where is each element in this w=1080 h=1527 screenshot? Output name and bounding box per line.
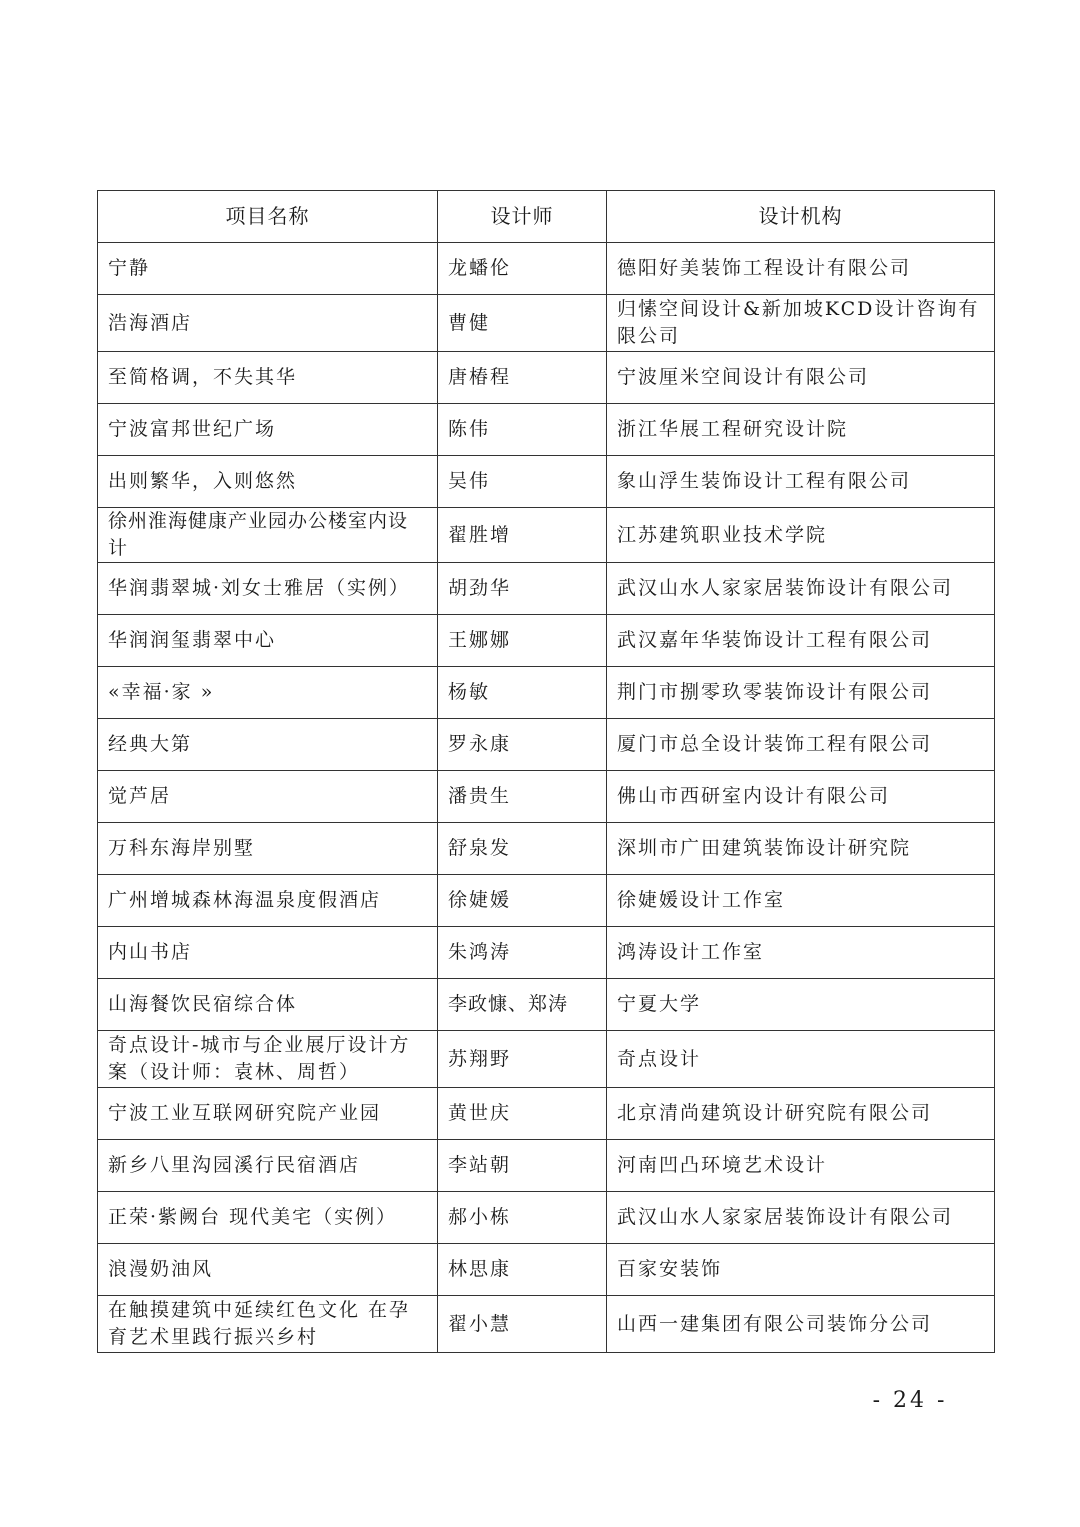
organization-cell: 象山浮生装饰设计工程有限公司 — [607, 456, 995, 508]
header-designer: 设计师 — [438, 191, 607, 243]
project-name-cell: 华润翡翠城·刘女士雅居（实例） — [98, 563, 438, 615]
table-row — [98, 615, 995, 667]
organization-cell: 山西一建集团有限公司装饰分公司 — [607, 1296, 995, 1353]
awards-table — [97, 190, 995, 1353]
project-name-cell: 浪漫奶油风 — [98, 1244, 438, 1296]
table-row — [98, 1140, 995, 1192]
organization-cell: 宁夏大学 — [607, 979, 995, 1031]
table-row — [98, 508, 995, 563]
organization-cell: 武汉嘉年华装饰设计工程有限公司 — [607, 615, 995, 667]
designer-cell: 朱鸿涛 — [438, 927, 607, 979]
project-name-cell: 宁静 — [98, 243, 438, 295]
table-row — [98, 295, 995, 352]
designer-cell: 胡劲华 — [438, 563, 607, 615]
page-number: - 24 - — [872, 1388, 948, 1413]
designer-cell: 潘贵生 — [438, 771, 607, 823]
project-name-cell: 觉芦居 — [98, 771, 438, 823]
table-row — [98, 243, 995, 295]
project-name-cell: 新乡八里沟园溪行民宿酒店 — [98, 1140, 438, 1192]
project-name-cell: 浩海酒店 — [98, 295, 438, 352]
table-row — [98, 979, 995, 1031]
organization-cell: 江苏建筑职业技术学院 — [607, 508, 995, 563]
project-name-cell: 奇点设计-城市与企业展厅设计方案（设计师：袁林、周哲） — [98, 1031, 438, 1088]
table-row — [98, 456, 995, 508]
designer-cell: 翟小慧 — [438, 1296, 607, 1353]
organization-cell: 武汉山水人家家居装饰设计有限公司 — [607, 563, 995, 615]
organization-cell: 德阳好美装饰工程设计有限公司 — [607, 243, 995, 295]
project-name-cell: 出则繁华，入则悠然 — [98, 456, 438, 508]
organization-cell: 徐婕媛设计工作室 — [607, 875, 995, 927]
table-row — [98, 1244, 995, 1296]
organization-cell: 浙江华展工程研究设计院 — [607, 404, 995, 456]
organization-cell: 河南凹凸环境艺术设计 — [607, 1140, 995, 1192]
designer-cell: 罗永康 — [438, 719, 607, 771]
project-name-cell: 徐州淮海健康产业园办公楼室内设计 — [98, 508, 438, 563]
table-row — [98, 1088, 995, 1140]
designer-cell: 苏翔野 — [438, 1031, 607, 1088]
table-row — [98, 1031, 995, 1088]
designer-cell: 龙蟠伦 — [438, 243, 607, 295]
organization-cell: 归愫空间设计&新加坡KCD设计咨询有限公司 — [607, 295, 995, 352]
designer-cell: 徐婕媛 — [438, 875, 607, 927]
project-name-cell: 广州增城森林海温泉度假酒店 — [98, 875, 438, 927]
project-name-cell: 华润润玺翡翠中心 — [98, 615, 438, 667]
project-name-cell: 在触摸建筑中延续红色文化 在孕育艺术里践行振兴乡村 — [98, 1296, 438, 1353]
organization-cell: 宁波厘米空间设计有限公司 — [607, 352, 995, 404]
designer-cell: 郝小栋 — [438, 1192, 607, 1244]
table-row — [98, 875, 995, 927]
table-row — [98, 771, 995, 823]
header-organization: 设计机构 — [607, 191, 995, 243]
project-name-cell: 万科东海岸别墅 — [98, 823, 438, 875]
designer-cell: 李站朝 — [438, 1140, 607, 1192]
project-name-cell: 至简格调，不失其华 — [98, 352, 438, 404]
designer-cell: 吴伟 — [438, 456, 607, 508]
table-row — [98, 1192, 995, 1244]
designer-cell: 唐椿程 — [438, 352, 607, 404]
table-row — [98, 667, 995, 719]
header-project-name: 项目名称 — [98, 191, 438, 243]
designer-cell: 王娜娜 — [438, 615, 607, 667]
organization-cell: 百家安装饰 — [607, 1244, 995, 1296]
organization-cell: 奇点设计 — [607, 1031, 995, 1088]
organization-cell: 佛山市西研室内设计有限公司 — [607, 771, 995, 823]
project-name-cell: «幸福·家 » — [98, 667, 438, 719]
project-name-cell: 宁波富邦世纪广场 — [98, 404, 438, 456]
organization-cell: 深圳市广田建筑装饰设计研究院 — [607, 823, 995, 875]
designer-cell: 舒泉发 — [438, 823, 607, 875]
designer-cell: 林思康 — [438, 1244, 607, 1296]
project-name-cell: 内山书店 — [98, 927, 438, 979]
table-row — [98, 563, 995, 615]
designer-cell: 翟胜增 — [438, 508, 607, 563]
designer-cell: 曹健 — [438, 295, 607, 352]
table-row — [98, 927, 995, 979]
organization-cell: 北京清尚建筑设计研究院有限公司 — [607, 1088, 995, 1140]
organization-cell: 鸿涛设计工作室 — [607, 927, 995, 979]
table-row — [98, 823, 995, 875]
project-name-cell: 宁波工业互联网研究院产业园 — [98, 1088, 438, 1140]
organization-cell: 武汉山水人家家居装饰设计有限公司 — [607, 1192, 995, 1244]
table-row — [98, 1296, 995, 1353]
table-header-row — [98, 191, 995, 243]
table-row — [98, 352, 995, 404]
organization-cell: 厦门市总全设计装饰工程有限公司 — [607, 719, 995, 771]
table-row — [98, 404, 995, 456]
project-name-cell: 山海餐饮民宿综合体 — [98, 979, 438, 1031]
table-row — [98, 719, 995, 771]
designer-cell: 陈伟 — [438, 404, 607, 456]
project-name-cell: 正荣·紫阙台 现代美宅（实例） — [98, 1192, 438, 1244]
designer-cell: 李政慷、郑涛 — [438, 979, 607, 1031]
designer-cell: 黄世庆 — [438, 1088, 607, 1140]
designer-cell: 杨敏 — [438, 667, 607, 719]
organization-cell: 荆门市捌零玖零装饰设计有限公司 — [607, 667, 995, 719]
project-name-cell: 经典大第 — [98, 719, 438, 771]
